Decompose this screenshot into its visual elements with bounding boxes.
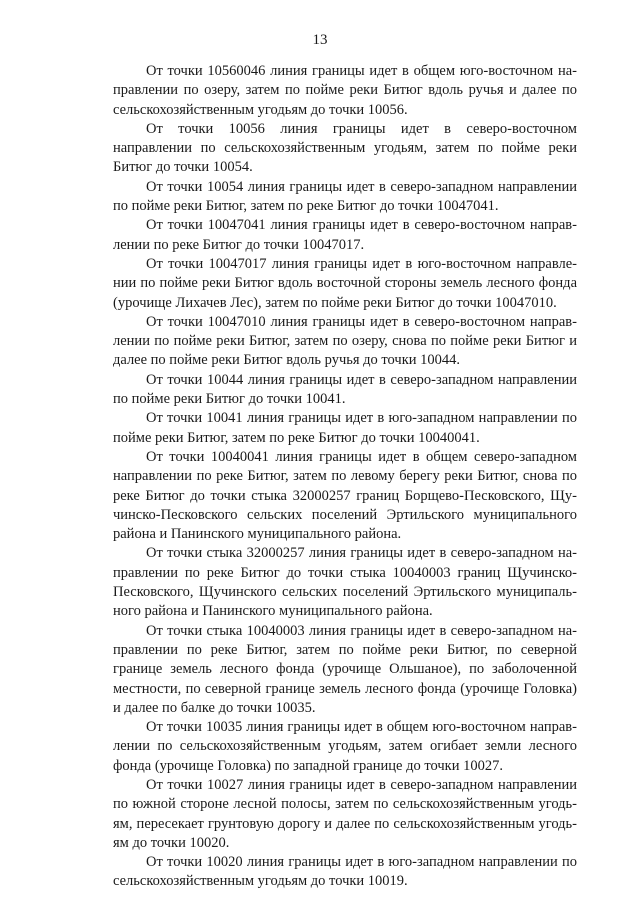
paragraph: От точки 10054 линия границы идет в северо-западном направлении по пойме реки Битюг, затем по реке Битюг до точки 10047041. — [113, 178, 577, 215]
paragraph: От точки 10041 линия границы идет в юго-западном направлении по пойме реки Битюг, затем по реке Битюг до точки 10040041. — [113, 410, 577, 446]
paragraph: От точки 10047010 линия границы идет в северо-восточном направлении по пойме реки Битюг, затем по озеру, снова по пойме реки Битюг и далее по пойме реки Битюг вдоль ручья до точки 10044. — [113, 313, 577, 369]
body-text — [113, 62, 577, 892]
paragraph: От точки 10047017 линия границы идет в юго-восточном направлении по пойме реки Битюг вдоль восточной стороны земель лесного фонда (урочище Лихачев Лес), затем по пойме реки Битюг до точки 10047010. — [113, 255, 577, 311]
page-number: 13 — [312, 32, 328, 48]
paragraph: От точки 10020 линия границы идет в юго-западном направлении по сельскохозяйственным угодьям до точки 10019. — [113, 854, 577, 890]
paragraph: От точки стыка 32000257 линия границы идет в северо-западном направлении по реке Битюг до точки стыка 10040003 границ Щучинско-Песковского, Щучинского сельских поселений Эртильского муниципального района и Панинского муниципального района. — [113, 545, 577, 620]
paragraph: От точки 10040041 линия границы идет в общем северо-западном направлении по реке Битюг, затем по левому берегу реки Битюг, снова по реке Битюг до точки стыка 32000257 границ Борщево-Песковского, Щучинско-Песковского сельских поселений Эртильского муниципального района и Панинского муниципального района. — [113, 448, 577, 543]
paragraph: От точки 10035 линия границы идет в общем юго-восточном направлении по сельскохозяйственным угодьям, затем огибает земли лесного фонда (урочище Головка) по западной границе до точки 10027. — [113, 719, 577, 774]
paragraph: От точки 10560046 линия границы идет в общем юго-восточном направлении по озеру, затем по пойме реки Битюг вдоль ручья и далее по сельскохозяйственным угодьям до точки 10056. — [113, 63, 577, 118]
paragraph: От точки стыка 10040003 линия границы идет в северо-западном направлении по реке Битюг, затем по пойме реки Битюг, по северной границе земель лесного фонда (урочище Ольшаное), по заболоченной местности, по северной границе земель лесного фонда (урочище Головка) и далее по балке до точки 10035. — [113, 622, 577, 716]
paragraph: От точки 10044 линия границы идет в северо-западном направлении по пойме реки Битюг до точки 10041. — [113, 371, 577, 408]
paragraph: От точки 10056 линия границы идет в северо-восточном направлении по сельскохозяйственным угодьям, затем по пойме реки Битюг до точки 10054. — [113, 120, 577, 176]
paragraph: От точки 10047041 линия границы идет в северо-восточном направлении по реке Битюг до точки 10047017. — [113, 217, 577, 253]
paragraph: От точки 10027 линия границы идет в северо-западном направлении по южной стороне лесной полосы, затем по сельскохозяйственным угодьям, пересекает грунтовую дорогу и далее по сельскохозяйственным угодьям до точки 10020. — [113, 776, 577, 851]
